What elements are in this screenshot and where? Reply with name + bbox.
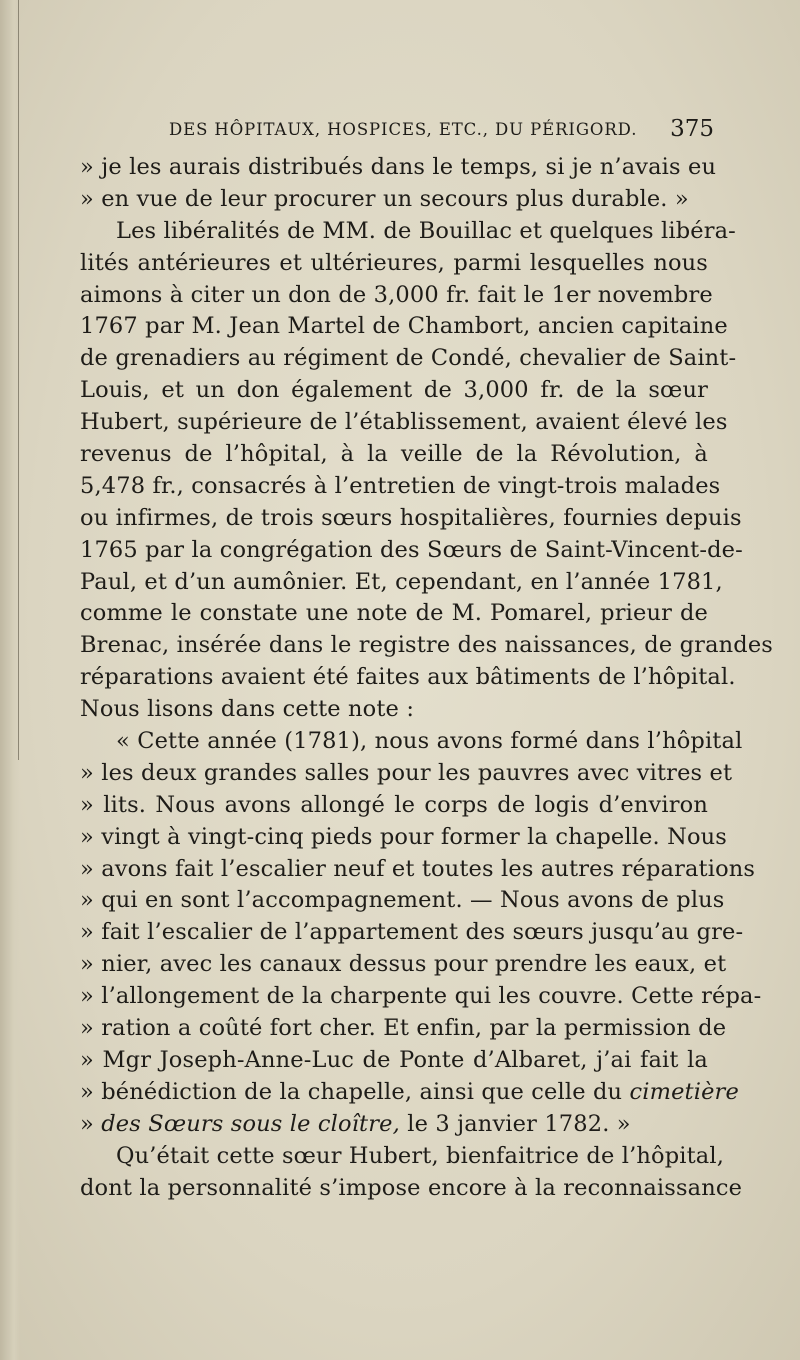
text-line: dont la personnalité s’impose encore à la reconnaissance [80,1174,743,1201]
text-line [80,1109,708,1141]
text-segment: » bénédiction de la chapelle, ainsi que celle du [80,1078,623,1105]
text-line: » l’allongement de la charpente qui les couvre. Cette répa- [80,983,762,1010]
text-line: » les deux grandes salles pour les pauvres avec vitres et [80,759,733,786]
text-line: Les libéralités de MM. de Bouillac et quelques libéra- [116,217,736,244]
text-line: 5,478 fr., consacrés à l’entretien de vingt-trois malades [80,472,721,499]
text-line: « Cette année (1781), nous avons formé dans l’hôpital [116,728,743,755]
text-line: » Mgr Joseph-Anne-Luc de Ponte d’Albaret, j’ai fait la [80,1046,708,1073]
running-head: DES HÔPITAUX, HOSPICES, ETC., DU PÉRIGORD. [169,120,638,139]
page-number: 375 [670,116,714,142]
text-line: comme le constate une note de M. Pomarel, prieur de [80,600,708,627]
text-line: Hubert, supérieure de l’établissement, avaient élevé les [80,409,728,436]
page-gutter-edge [0,0,20,1360]
text-line: » nier, avec les canaux dessus pour prendre les eaux, et [80,951,727,978]
text-line: Louis, et un don également de 3,000 fr. de la sœur [80,377,708,404]
text-segment: le 3 janvier 1782. » [407,1110,631,1137]
text-segment: » [80,1110,94,1137]
text-line: » vingt à vingt-cinq pieds pour former la chapelle. Nous [80,823,727,850]
text-line: réparations avaient été faites aux bâtiments de l’hôpital. [80,664,736,691]
text-line: » ration a coûté fort cher. Et enfin, par la permission de [80,1015,727,1042]
text-line: aimons à citer un don de 3,000 fr. fait le 1er novembre [80,281,713,308]
text-line: ou infirmes, de trois sœurs hospitalières, fournies depuis [80,504,742,531]
text-line: Qu’était cette sœur Hubert, bienfaitrice de l’hôpital, [116,1142,725,1169]
text-line: Brenac, insérée dans le registre des naissances, de grandes [80,632,773,659]
italic-text: cimetière [629,1078,739,1105]
text-line: revenus de l’hôpital, à la veille de la Révolution, à [80,441,708,468]
text-line: Nous lisons dans cette note : [80,696,415,723]
text-line: 1765 par la congrégation des Sœurs de Saint-Vincent-de- [80,536,743,563]
text-line: de grenadiers au régiment de Condé, chevalier de Saint- [80,345,737,372]
text-line [80,1077,739,1109]
text-line: » en vue de leur procurer un secours plus durable. » [80,185,689,212]
text-line: » lits. Nous avons allongé le corps de logis d’environ [80,791,708,818]
body-text [80,152,773,1204]
page-header [169,116,714,144]
text-line: » fait l’escalier de l’appartement des sœurs jusqu’au gre- [80,919,744,946]
text-line: » avons fait l’escalier neuf et toutes les autres réparations [80,855,756,882]
text-line: » je les aurais distribués dans le temps, si je n’avais eu [80,154,717,180]
text-line: 1767 par M. Jean Martel de Chambort, ancien capitaine [80,313,728,340]
text-line: Paul, et d’un aumônier. Et, cependant, en l’année 1781, [80,568,723,595]
italic-text: des Sœurs sous le cloître, [101,1110,400,1137]
text-line: lités antérieures et ultérieures, parmi lesquelles nous [80,249,708,276]
text-line: » qui en sont l’accompagnement. — Nous avons de plus [80,887,725,914]
